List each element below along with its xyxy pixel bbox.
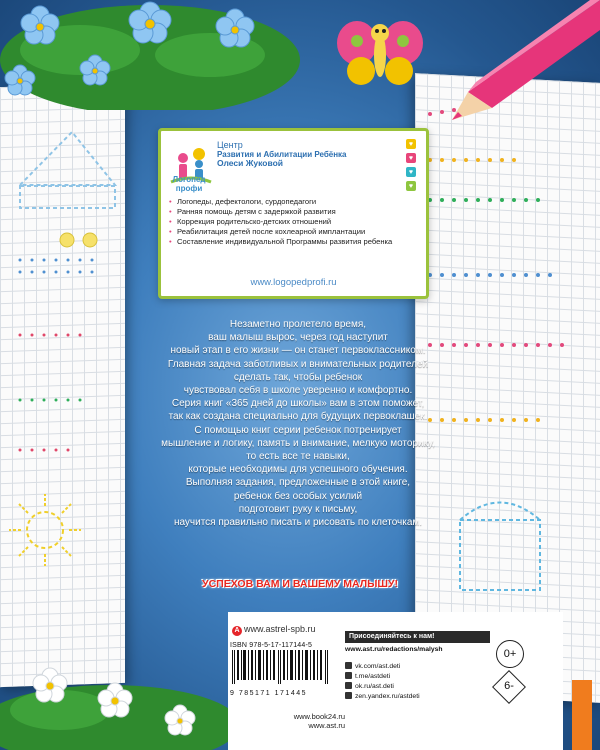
dashed-rect	[20, 186, 115, 208]
social-link-vk[interactable]	[345, 662, 420, 672]
dashed-sun	[9, 494, 81, 566]
description-line: научится правильно писать и рисовать по клеточкам.	[173, 517, 423, 529]
barcode	[230, 650, 336, 684]
vk-icon	[345, 662, 352, 669]
publisher-logo	[232, 624, 316, 636]
isbn: ISBN 978-5-17-117144-5	[230, 642, 313, 649]
description-line: сделать так, чтобы ребенок	[233, 371, 363, 383]
dashed-triangle	[20, 132, 115, 185]
ok-icon	[345, 682, 352, 689]
blue-dot-row	[428, 273, 552, 277]
social-links	[345, 662, 420, 702]
zen-icon	[345, 692, 352, 699]
heart-icon: ♥	[406, 153, 416, 163]
age-sign-text: 6-	[504, 680, 514, 692]
center-title	[217, 141, 347, 168]
social-link-zen[interactable]	[345, 692, 420, 702]
barcode-number: 9 785171 171445	[230, 690, 307, 697]
barcode-block	[230, 642, 338, 700]
main-description	[118, 318, 478, 529]
flowers-bottom-illustration	[0, 640, 250, 750]
description-line: то есть все те навыки,	[246, 451, 350, 463]
publisher-site[interactable]: www.astrel-spb.ru	[244, 624, 316, 634]
services-list	[169, 197, 419, 247]
social-link-ok[interactable]	[345, 682, 420, 692]
logo-text	[169, 175, 209, 193]
service-item: • Логопеды, дефектологи, сурдопедагоги	[169, 197, 419, 207]
flowers-top-illustration	[0, 0, 300, 110]
redactions-link[interactable]: www.ast.ru/redactions/malysh	[345, 646, 443, 653]
description-line: Незаметно пролетело время,	[229, 319, 367, 330]
age-rating-badge: 0+	[496, 640, 524, 668]
telegram-icon	[345, 672, 352, 679]
description-line: Главная задача заботливых и внимательных родителей	[167, 358, 429, 370]
description-line: Серия книг «365 дней до школы» вам в этом поможет,	[171, 398, 425, 410]
center-title-line2: Развития и Абилитации Ребёнка	[217, 150, 347, 159]
social-link-text: ok.ru/ast.deti	[355, 683, 394, 690]
center-title-line3: Олеси Жуковой	[217, 158, 283, 168]
description-line: подготовит руку к письму,	[238, 503, 358, 515]
left-page-drawings	[0, 110, 130, 670]
social-link-text: vk.com/ast.deti	[355, 663, 401, 670]
logopedprofi-url[interactable]: www.logopedprofi.ru	[250, 277, 337, 288]
red-dot-rows	[19, 334, 82, 452]
heart-badges	[406, 139, 418, 195]
yellow-circle	[83, 233, 97, 247]
social-link-text: t.me/astdeti	[355, 673, 391, 680]
join-us-banner: Присоединяйтесь к нам!	[345, 631, 490, 643]
butterfly-illustration	[335, 15, 425, 90]
social-link-telegram[interactable]	[345, 672, 420, 682]
yellow-circle	[60, 233, 74, 247]
pink-pencil-illustration	[420, 0, 600, 130]
orange-pencil-illustration	[560, 680, 600, 750]
description-line: С помощью книг серии ребенок потренирует	[194, 424, 402, 436]
green-dot-row	[428, 198, 540, 202]
logo-text-line1: Логопед	[172, 175, 206, 184]
green-dot-rows	[19, 399, 82, 402]
service-item: • Ранняя помощь детям с задержкой развития	[169, 207, 419, 217]
description-line: Выполняя задания, предложенные в этой книге,	[185, 477, 411, 489]
social-link-text: zen.yandex.ru/astdeti	[355, 693, 420, 700]
description-line: новый этап в его жизни — он станет первоклассником.	[170, 345, 426, 357]
service-item: • Составление индивидуальной Программы развития ребенка	[169, 237, 419, 247]
site-link[interactable]: www.ast.ru	[308, 721, 345, 730]
logoped-profi-ad-box	[158, 128, 429, 299]
heart-icon: ♥	[406, 167, 416, 177]
blue-dot-rows	[19, 259, 94, 274]
slogan: УСПЕХОВ ВАМ И ВАШЕМУ МАЛЫШУ!	[202, 578, 398, 590]
heart-icon: ♥	[406, 181, 416, 191]
description-line: которые необходимы для успешного обучения.	[188, 464, 408, 476]
service-item: • Коррекция родительско-детских отношений	[169, 217, 419, 227]
description-line: мышление и логику, память и внимание, мелкую моторику,	[161, 437, 435, 449]
center-title-line1: Центр	[217, 140, 243, 150]
description-line: ваш малыш вырос, через год наступит	[208, 332, 388, 344]
footer-sites	[285, 712, 345, 730]
service-item: • Реабилитация детей после кохлеарной имплантации	[169, 227, 419, 237]
publisher-mark-icon: А	[232, 626, 242, 636]
heart-icon: ♥	[406, 139, 416, 149]
site-link[interactable]: www.book24.ru	[293, 712, 345, 721]
description-line: ребенок без особых усилий	[233, 490, 363, 502]
logo-text-line2: профи	[175, 184, 203, 193]
description-line: так как создана специально для будущих первоклашек.	[168, 411, 428, 423]
description-line: чувствовал себя в школе уверенно и комфортно.	[183, 385, 413, 397]
orange-dot-row	[428, 158, 516, 162]
